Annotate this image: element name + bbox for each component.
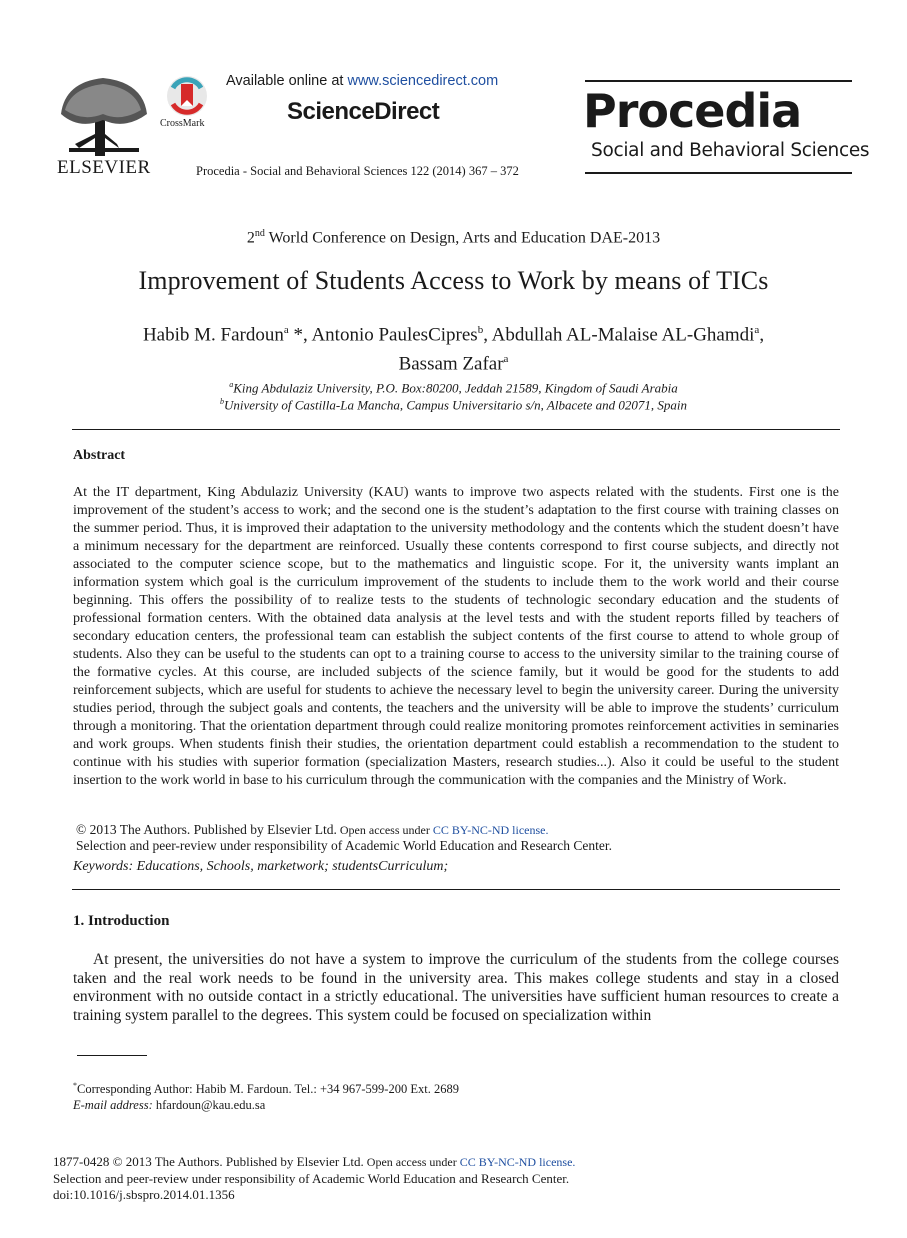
paper-title: Improvement of Students Access to Work by means of TICs [138,266,769,295]
affiliation-text: King Abdulaziz University, P.O. Box:80200, Jeddah 21589, Kingdom of Saudi Arabia [233,380,678,396]
footnote-rule [77,1055,147,1056]
author-list [0,318,907,377]
availability-line [226,73,498,89]
affiliation-text: University of Castilla-La Mancha, Campus Universitario s/n, Albacete and 02071, Spain [223,397,688,413]
conference-ordinal-suffix: nd [254,228,265,239]
crossmark-icon [160,74,220,120]
author-separator: , [759,324,765,346]
abstract-bottom-rule [72,889,840,890]
license-link[interactable]: CC BY-NC-ND license. [459,1155,576,1169]
author-name: Habib M. Fardoun [142,324,284,346]
footnote [73,1078,459,1113]
author-name: Abdullah AL-Malaise AL-Ghamdi [491,324,755,346]
sciencedirect-link[interactable]: www.sciencedirect.com [347,73,499,89]
copyright-notice [76,822,612,854]
corresponding-author: Corresponding Author: Habib M. Fardoun. Tel.: +34 967-599-200 Ext. 2689 [77,1082,459,1097]
doi[interactable]: doi:10.1016/j.sbspro.2014.01.1356 [53,1187,235,1202]
author-affil-mark: a [754,324,760,336]
procedia-bottom-rule [585,172,852,174]
issn-line: 1877-0428 © 2013 The Authors. Published by Elsevier Ltd. [53,1154,364,1169]
abstract-top-rule [72,429,840,430]
affiliation-mark: b [219,397,224,406]
sciencedirect-logo: ScienceDirect [287,98,440,125]
crossmark-label: CrossMark [160,118,205,129]
peer-review-line: Selection and peer-review under responsibility of Academic World Education and Research Center. [76,838,612,853]
abstract-body: At the IT department, King Abdulaziz University (KAU) wants to improve two aspects related with the students. First one is the improvement of the student’s access to work; and the second one is the student’s adaptation to the first course with training classes on the summer period. Thus, it is improved their adaptation to the university methodology and the contents which the student doesn’t have a minimum necessary for the department are reinforced. Usually these contents correspond to first course subjects, and directly not associated to the computer science scope, but to the mathematics and linguistic scope. For it, the university wants implant an information system which goal is the curriculum improvement of the students to include them to the work world and their course beginning. This offers the possibility of to realize tests to the students of technologic secondary education and the students of professional formation centers. With the obtained data analysis at the level tests and with the student reports filled by teachers of secondary education centers, the professional team can establish the subject contents of the first course to attend to whole group of students. Also they can be useful to the students can opt to a training course to access to the university similar to the training course of the formative cycles. At this course, are included subjects of the science family, but it would be good for the students to add reinforcement subjects, which are useful for students to achieve the necessary level to begin the university career. During the university studies period, through the subject goals and contents, the teachers and the university will be able to improve the students’ curriculum through a monitoring. That the orientation department through could realize monitoring promotes reinforcement activities in seminaries and work groups. When students finish their studies, the orientation department could establish a recommendation to the student to continue with his studies with superior formation (specialization Masters, research studies...). Also it could be useful to the student insertion to the work world in base to his curriculum through the communication with the companies and the Ministry of Work. [73,485,839,788]
author-affil-mark: a [283,324,289,336]
conference-name: World Conference on Design, Arts and Education DAE-2013 [264,229,661,247]
procedia-title: Procedia [583,84,802,138]
author-separator: , [483,324,492,346]
procedia-top-rule [585,80,852,82]
available-prefix: Available online at [226,73,348,89]
license-link[interactable]: CC BY-NC-ND license. [432,823,549,837]
email-label: E-mail address: [73,1098,153,1113]
peer-review-line: Selection and peer-review under responsibility of Academic World Education and Research Center. [53,1170,570,1186]
journal-reference: Procedia - Social and Behavioral Sciences 122 (2014) 367 – 372 [196,164,519,178]
author-affil-mark: b [477,324,484,336]
conference-ordinal: 2 [246,229,255,247]
procedia-subtitle: Social and Behavioral Sciences [591,140,870,161]
affiliation-b [0,397,907,413]
conference-line [0,228,907,247]
author-separator: *, [288,324,312,346]
introduction-body: At present, the universities do not have a system to improve the curriculum of the students from the college courses taken and the real work needs to be found in the university area. This makes college students and stay in a closed environment with no outside contact in a strictly educational. The universities have sufficient human resources to create a training system parallel to the degrees. This system could be focused on specialization within [73,951,839,1024]
bottom-matter [53,1154,575,1204]
elsevier-wordmark: ELSEVIER [57,157,151,178]
author-name: Bassam Zafar [398,353,504,375]
copyright-line: © 2013 The Authors. Published by Elsevier Ltd. [76,822,337,837]
author-name: Antonio PaulesCipres [311,324,478,346]
introduction-heading: 1. Introduction [73,913,170,929]
abstract-heading: Abstract [73,448,126,463]
open-access-label: Open access under [363,1155,460,1169]
author-affil-mark: a [503,353,509,366]
footnote-marker: * [73,1081,77,1090]
affiliation-mark: a [229,380,234,389]
tree-icon [55,74,151,158]
affiliation-a [0,380,907,396]
email-address[interactable]: hfardoun@kau.edu.sa [152,1098,266,1113]
keywords-line: Keywords: Educations, Schools, marketwork; studentsCurriculum; [73,859,449,874]
open-access-label: Open access under [336,823,433,837]
